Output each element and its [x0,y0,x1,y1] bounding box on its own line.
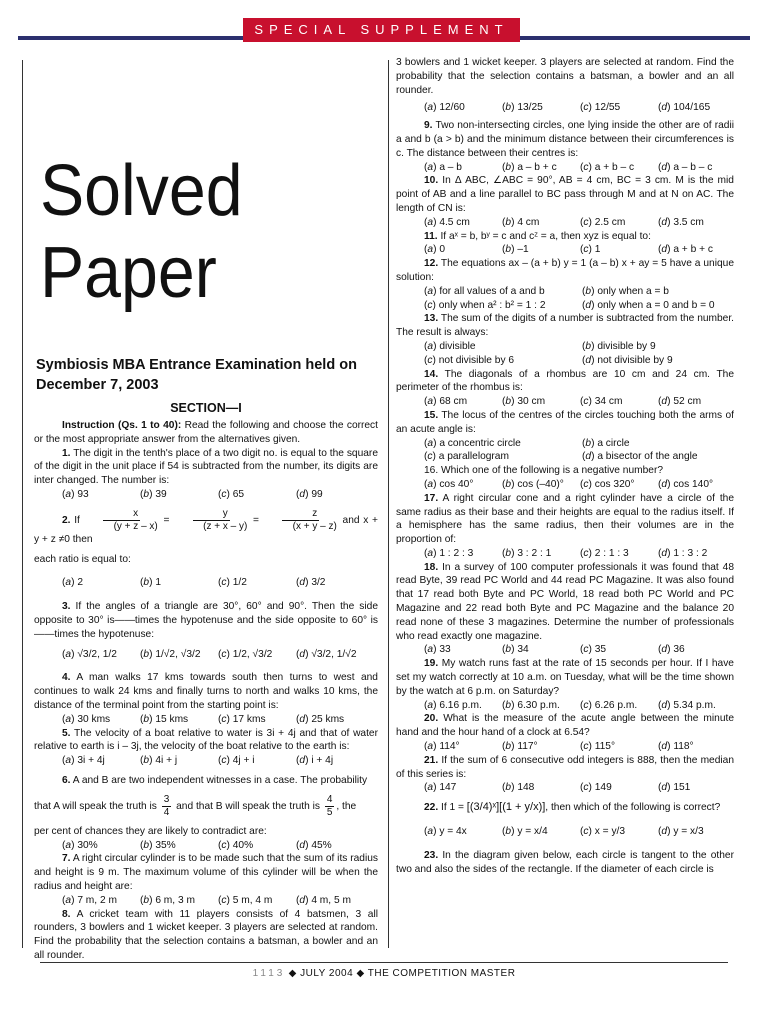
option-b: (b) 15 kms [140,713,189,725]
option-c: (c) 65 [218,488,245,500]
option-b: (b) divisible by 9 [582,340,656,352]
option-c: (c) 34 cm [580,396,623,408]
option-a: (a) 93 [62,488,89,500]
question-21: 21. If the sum of 6 consecutive odd integers is 888, then the median of this series is: [396,754,734,780]
option-d: (d) 5.34 p.m. [658,699,716,711]
question-20: 20. What is the measure of the acute angle between the minute hand and the hour hand of a clock at 6.54? [396,713,734,739]
question-22: 22. If 1 = [(3/4)ˣ][(1 + y/x)], then which of the following is correct? [424,801,721,814]
diamond-icon: ◆ [356,968,365,979]
exam-subtitle: Symbiosis MBA Entrance Examination held on December 7, 2003 [36,357,357,393]
option-c: (c) 35 [580,644,607,656]
question-5-options [34,754,378,768]
option-a: (a) 7 m, 2 m [62,894,117,906]
question-6-line3: per cent of chances they are likely to contradict are: [34,825,267,837]
option-d: (d) 1 : 3 : 2 [658,547,708,559]
question-8-continued: 3 bowlers and 1 wicket keeper. 3 players are selected at random. Find the probability that the selection contains a batsman, a bowler and an all rounder. [396,57,734,96]
option-b: (b) y = x/4 [502,826,548,838]
question-3-options [34,648,378,662]
left-column [34,419,378,961]
option-a: (a) 1 : 2 : 3 [424,547,474,559]
option-c: (c) a parallelogram [424,451,509,463]
option-d: (d) a – b – c [658,161,713,173]
option-d: (d) 45% [296,839,332,851]
diamond-icon: ◆ [288,968,297,979]
option-d: (d) 52 cm [658,396,702,408]
option-a: (a) 68 cm [424,396,468,408]
question-13: 13. The sum of the digits of a number is subtracted from the number. The result is always: [396,313,734,339]
option-a: (a) y = 4x [424,826,467,838]
option-a: (a) a – b [424,161,462,173]
question-19-options [396,699,734,713]
option-a: (a) 30 kms [62,713,111,725]
question-12-options-1 [396,285,734,299]
option-a: (a) a concentric circle [424,437,521,449]
question-2-options [34,576,378,590]
option-c: (c) 12/55 [580,102,621,114]
option-d: (d) 104/165 [658,102,711,114]
option-a: (a) 12/60 [424,102,465,114]
option-c: (c) 40% [218,839,254,851]
option-b: (b) only when a = b [582,285,669,297]
right-column [396,56,734,876]
option-c: (c) x = y/3 [580,826,626,838]
option-a: (a) 33 [424,644,451,656]
option-a: (a) 30% [62,839,98,851]
question-2-text: each ratio is equal to: [34,553,131,565]
option-d: (d) √3/2, 1/√2 [296,648,357,660]
option-a: (a) 0 [424,244,445,256]
page-number: 1113 [252,968,286,979]
option-d: (d) 3/2 [296,577,326,589]
q22-expression: [(3/4)ˣ][(1 + y/x)] [466,801,546,814]
question-12-options-2 [396,299,734,313]
question-13-options-2 [396,354,734,368]
question-23: 23. In the diagram given below, each circle is tangent to the other two and also the sides of the rectangle. If the diameter of each circle is [396,849,734,875]
question-18: 18. In a survey of 100 computer professionals it was found that 48 read Byte, 39 read PC World and 44 read PC Magazine. It was also found that 17 read both Byte and PC World, 18 read both PC World and PC Magazine and 22 read both Byte and PC Magazine and the balance 20 read none of these 3 magazines. Determine the number of professionals who read exactly one magazine. [396,561,734,642]
option-b: (b) 4 cm [502,216,540,228]
page-title: Solved Paper [40,151,243,313]
question-14-options [396,395,734,409]
issue-date: JULY 2004 [300,968,354,979]
option-b: (b) 4i + j [140,755,178,767]
option-a: (a) 4.5 cm [424,216,470,228]
question-5: 5. The velocity of a boat relative to water is 3i + 4j and that of water relative to earth is i – 3j, the velocity of the boat relative to the earth is: [34,727,378,753]
question-17: 17. A right circular cone and a right cylinder have a circle of the same radius as their base and their heights are equal to the radius itself. If a hemisphere has the same radius, then their volumes are in the proportion of: [396,492,734,546]
option-b: (b) 6 m, 3 m [140,894,195,906]
question-13-options-1 [396,340,734,354]
question-8-options [396,101,734,115]
question-8: 8. A cricket team with 11 players consists of 4 batsmen, 3 all rounders, 3 bowlers and 1 wicket keeper. 3 players are selected at random. Find the probability that the selection contains a batsman, a bowler and an all rounder. [34,908,378,961]
option-d: (d) a + b + c [658,244,713,256]
question-20-options [396,740,734,754]
option-b: (b) 13/25 [502,102,543,114]
option-b: (b) 1 [140,577,161,589]
question-15-options-1 [396,437,734,451]
option-c: (c) 5 m, 4 m [218,894,273,906]
option-d: (d) 99 [296,488,323,500]
question-7: 7. A right circular cylinder is to be made such that the sum of its radius and height is 9 m. The maximum volume of this cylinder will be when the radius and height are: [34,853,378,892]
question-16: 16. Which one of the following is a negative number? [424,465,664,477]
option-c: (c) cos 320° [580,478,635,490]
option-c: (c) 1/2 [218,577,247,589]
section-heading: SECTION—I [170,401,242,415]
question-15: 15. The locus of the centres of the circles touching both the arms of an acute angle is: [396,409,734,435]
option-b: (b) 39 [140,488,167,500]
option-a: (a) 2 [62,577,83,589]
option-a: (a) 6.16 p.m. [424,699,482,711]
option-a: (a) 3i + 4j [62,755,105,767]
question-11-options [396,243,734,257]
option-d: (d) only when a = 0 and b = 0 [582,299,715,311]
question-15-options-2 [396,450,734,464]
question-16-options [396,478,734,492]
question-1: 1. The digit in the tenth's place of a two digit no. is equal to the square of the digit in the unit place if 54 is subtracted from the number, its digits are inter changed. The number is: [34,447,378,487]
option-d: (d) 4 m, 5 m [296,894,351,906]
option-a: (a) for all values of a and b [424,285,545,297]
option-d: (d) y = x/3 [658,826,704,838]
question-6: 6. A and B are two independent witnesses in a case. The probability [62,774,368,786]
instruction: Instruction (Qs. 1 to 40): Read the following and choose the correct or the most appropriate answer from the alternatives given. [34,420,378,445]
question-17-options [396,547,734,561]
question-7-options [34,894,378,908]
option-b: (b) 30 cm [502,396,546,408]
question-2: 2. If $\frac{x}{(y + z - x)}$ = $\frac{y}{(z + x - y)}$ = $\frac{z}{(x + y - z)}$ and x + y + z ≠0 then [34,507,378,545]
option-b: (b) 148 [502,782,535,794]
question-1-options [34,488,378,502]
option-c: (c) a + b – c [580,161,635,173]
option-b: (b) 34 [502,644,529,656]
option-a: (a) cos 40° [424,478,474,490]
option-b: (b) –1 [502,244,529,256]
option-a: (a) divisible [424,340,476,352]
question-6-options [34,839,378,853]
option-c: (c) 2.5 cm [580,216,626,228]
option-b: (b) 3 : 2 : 1 [502,547,552,559]
option-a: (a) √3/2, 1/2 [62,648,117,660]
page-footer [0,968,768,979]
option-b: (b) 117° [502,741,538,753]
option-c: (c) 4j + i [218,755,255,767]
question-4: 4. A man walks 17 kms towards south then turns to west and continues to walk 24 kms and finally turns to north and walks 10 kms, the distance of the terminal point from the starting point is: [34,672,378,711]
left-column-rule [22,60,23,948]
column-divider [388,60,389,948]
option-d: (d) i + 4j [296,755,334,767]
question-10: 10. In Δ ABC, ∠ABC = 90°, AB = 4 cm, BC = 3 cm. M is the mid point of AB and a line parallel to BC pass through M and at N on AC. The length of CN is: [396,175,734,214]
option-b: (b) a – b + c [502,161,557,173]
option-d: (d) not divisible by 9 [582,354,673,366]
option-d: (d) 3.5 cm [658,216,704,228]
option-d: (d) 118° [658,741,694,753]
option-c: (c) 17 kms [218,713,266,725]
question-12: 12. The equations ax – (a + b) y = 1 (a – b) x + ay = 5 have a unique solution: [396,258,734,283]
question-6-line2: that A will speak the truth is $\frac{3}{4}$ and that B will speak the truth is $\frac{4}{5}$ , the [34,793,357,818]
option-c: (c) 6.26 p.m. [580,699,638,711]
option-b: (b) 6.30 p.m. [502,699,560,711]
footer-rule [40,962,728,963]
option-d: (d) 151 [658,782,691,794]
special-supplement-banner: SPECIAL SUPPLEMENT [243,18,520,42]
question-19: 19. My watch runs fast at the rate of 15 seconds per hour. If I have set my watch correctly at 10 a.m. on Tuesday, what will be the time shown by the watch at 6 p.m. on Saturday? [396,658,734,697]
option-d: (d) a bisector of the angle [582,451,698,463]
option-d: (d) cos 140° [658,478,714,490]
option-d: (d) 36 [658,644,685,656]
option-c: (c) 2 : 1 : 3 [580,547,629,559]
question-9-options [396,161,734,175]
question-4-options [34,713,378,727]
option-c: (c) 115° [580,741,616,753]
option-c: (c) 149 [580,782,612,794]
option-a: (a) 147 [424,782,457,794]
question-21-options [396,781,734,795]
question-14: 14. The diagonals of a rhombus are 10 cm and 24 cm. The perimeter of the rhombus is: [396,368,734,394]
question-18-options [396,643,734,657]
question-11: 11. If aˣ = b, bʸ = c and cᶻ = a, then xyz is equal to: [424,230,651,242]
question-22-options [396,825,734,839]
magazine-name: THE COMPETITION MASTER [367,968,516,979]
option-a: (a) 114° [424,741,460,753]
question-9: 9. Two non-intersecting circles, one lying inside the other are of radii a and b (a > b) and the minimum distance between their circumferences is c. The distance between their centres is: [396,120,734,159]
option-d: (d) 25 kms [296,713,345,725]
option-c: (c) 1 [580,244,601,256]
option-c: (c) 1/2, √3/2 [218,648,273,660]
option-b: (b) 1/√2, √3/2 [140,648,201,660]
option-b: (b) cos (–40)° [502,478,564,490]
option-b: (b) 35% [140,839,176,851]
question-10-options [396,216,734,230]
option-c: (c) only when a² : b² = 1 : 2 [424,299,546,311]
question-3: 3. If the angles of a triangle are 30°, 60° and 90°. Then the side opposite to 30° is——times the hypotenuse and the side opposite to 60° is——times the hypotenuse: [34,601,378,640]
option-b: (b) a circle [582,437,630,449]
option-c: (c) not divisible by 6 [424,354,515,366]
